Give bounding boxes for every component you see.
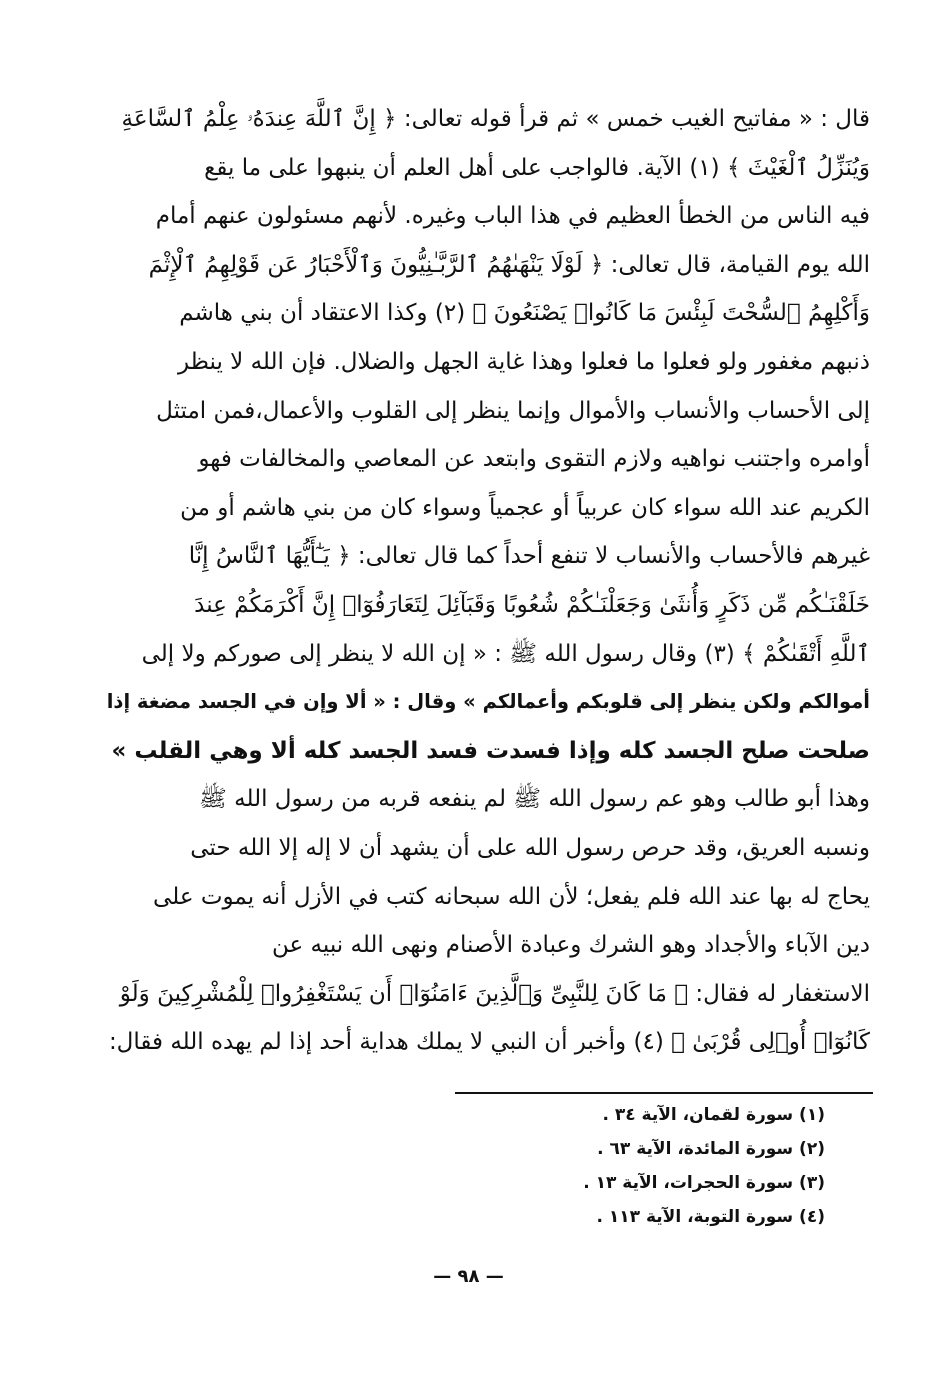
text-line: غيرهم فالأحساب والأنساب لا تنفع أحداً كما قال تعالى: ﴿ يَـٰٓأَيُّهَا ٱلنَّاسُ إِنَّا (188, 543, 870, 570)
text-line: الله يوم القيامة، قال تعالى: ﴿ لَوْلَا يَنْهَىٰهُمُ ٱلرَّبَّـٰنِيُّونَ وَٱلْأَحْبَارُ عَن قَوْلِهِمُ ٱلْإِثْمَ (148, 251, 870, 278)
text-line: ونسبه العريق، وقد حرص رسول الله على أن يشهد أن لا إله إلا الله حتى (190, 834, 870, 861)
footnote: (٣) سورة الحجرات، الآية ١٣ . (583, 1173, 825, 1193)
text-line: فيه الناس من الخطأ العظيم في هذا الباب وغيره. لأنهم مسئولون عنهم أمام (155, 203, 870, 230)
text-line: وَيُنَزِّلُ ٱلْغَيْثَ ﴾ (١) الآية. فالواجب على أهل العلم أن ينبهوا على ما يقع (204, 154, 870, 181)
footnote-divider (455, 1092, 873, 1094)
main-text (90, 95, 870, 1067)
text-line: كَانُوٓا۟ أُو۟لِى قُرْبَىٰ ﴾ (٤) وأخبر أن النبي لا يملك هداية أحد إذا لم يهده الله فقال: (108, 1029, 870, 1056)
text-line: وهذا أبو طالب وهو عم رسول الله ﷺ لم ينفعه قربه من رسول الله ﷺ (199, 786, 870, 813)
page-number: — ٩٨ — (433, 1266, 504, 1287)
footnotes (405, 1098, 825, 1234)
text-line: وَأَكْلِهِمُ ٱلسُّحْتَ لَبِئْسَ مَا كَانُوا۟ يَصْنَعُونَ ﴾ (٢) وكذا الاعتقاد أن بني هاشم (179, 300, 870, 327)
footnote: (٢) سورة المائدة، الآية ٦٣ . (597, 1139, 825, 1159)
text-line: ذنبهم مغفور ولو فعلوا ما فعلوا وهذا غاية الجهل والضلال. فإن الله لا ينظر (177, 348, 870, 375)
footnote: (٤) سورة التوبة، الآية ١١٣ . (596, 1207, 825, 1227)
hadith-line: أموالكم ولكن ينظر إلى قلوبكم وأعمالكم » وقال : « ألا وإن في الجسد مضغة إذا (106, 690, 870, 714)
text-line: إلى الأحساب والأنساب والأموال وإنما ينظر إلى القلوب والأعمال،فمن امتثل (156, 397, 870, 424)
hadith-line: صلحت صلح الجسد كله وإذا فسدت فسد الجسد كله ألا وهي القلب » (111, 737, 870, 764)
footnote: (١) سورة لقمان، الآية ٣٤ . (602, 1105, 825, 1125)
text-line: الاستغفار له فقال: ﴿ مَا كَانَ لِلنَّبِىِّ وَٱلَّذِينَ ءَامَنُوٓا۟ أَن يَسْتَغْفِرُوا۟ لِلْمُشْرِكِينَ وَلَوْ (119, 980, 870, 1007)
text-line: يحاج له بها عند الله فلم يفعل؛ لأن الله سبحانه كتب في الأزل أنه يموت على (153, 883, 870, 910)
text-line: خَلَقْنَـٰكُم مِّن ذَكَرٍ وَأُنثَىٰ وَجَعَلْنَـٰكُمْ شُعُوبًا وَقَبَآئِلَ لِتَعَارَفُوٓا۟ إِنَّ أَكْرَمَكُمْ عِندَ (194, 591, 870, 618)
text-line: دين الآباء والأجداد وهو الشرك وعبادة الأصنام ونهى الله نبيه عن (272, 932, 870, 959)
text-line: الكريم عند الله سواء كان عربياً أو عجمياً وسواء كان من بني هاشم أو من (180, 494, 870, 521)
text-line: ٱللَّهِ أَتْقَىٰكُمْ ﴾ (٣) وقال رسول الله ﷺ : « إن الله لا ينظر إلى صوركم ولا إلى (141, 640, 870, 667)
text-line: أوامره واجتنب نواهيه ولازم التقوى وابتعد عن المعاصي والمخالفات فهو (198, 446, 870, 473)
text-line: قال : « مفاتيح الغيب خمس » ثم قرأ قوله تعالى: ﴿ إِنَّ ٱللَّهَ عِندَهُۥ عِلْمُ ٱلسَّاعَةِ (121, 106, 870, 132)
